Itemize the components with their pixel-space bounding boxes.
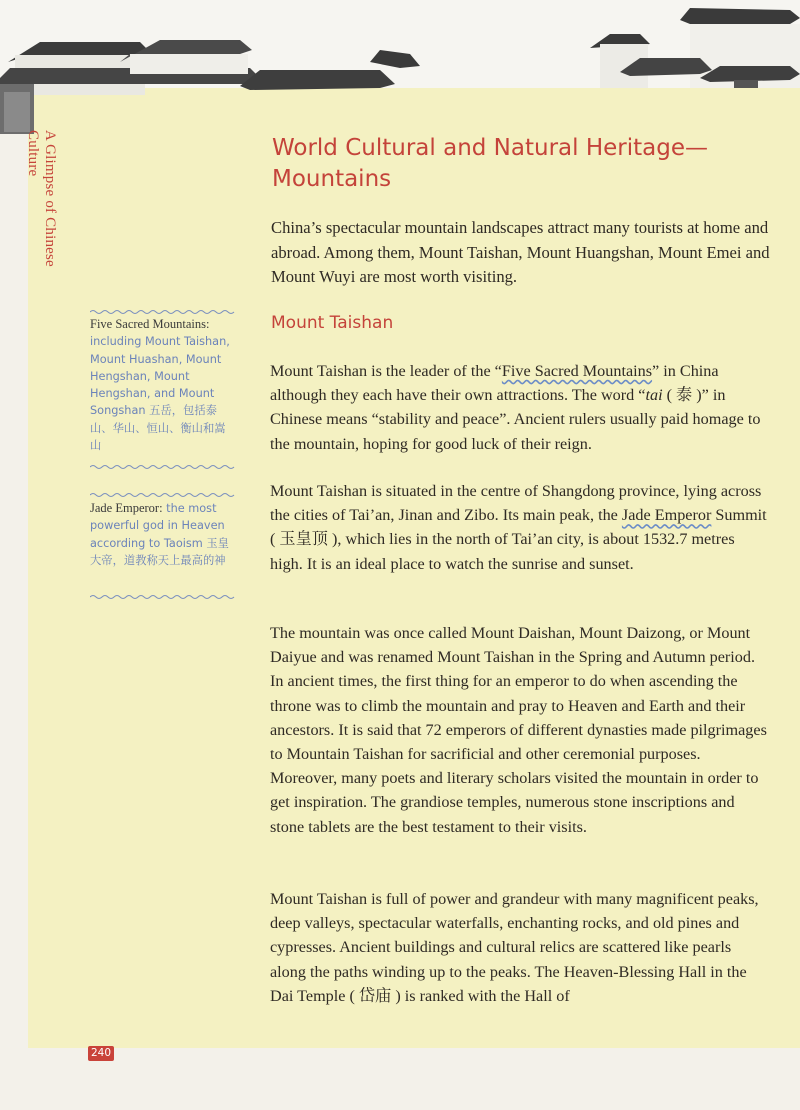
paragraph-1: Mount Taishan is the leader of the “Five Sacred Mountains” in China although they each have their own attractions. The word “tai ( 泰 )” in Chinese means “stability and peace”. Ancient rulers usually paid homage to the mountain, hoping for good luck of their reign. bbox=[270, 362, 761, 453]
section-heading: Mount Taishan bbox=[271, 313, 394, 333]
glossary-link-jade-emperor[interactable]: Jade Emperor bbox=[621, 506, 712, 525]
paragraph-2: Mount Taishan is situated in the centre of Shangdong province, lying across the cities of Tai’an, Jinan and Zibo. Its main peak, the Jade Emperor Summit ( 玉皇顶 ), which lies in the north of Tai’an city, is about 1532.7 metres high. It is an ideal place to watch the sunrise and sunset. bbox=[270, 482, 767, 573]
paragraph-3: The mountain was once called Mount Daishan, Mount Daizong, or Mount Daiyue and was renamed Mount Taishan in the Spring and Autumn period. In ancient times, the first thing for an emperor to do when ascending the throne was to climb the mountain and pray to Heaven and Earth and their ancestors. It is said that 72 emperors of different dynasties made pilgrimages to Mountain Taishan for sacrificial and other ceremonial purposes. Moreover, many poets and literary scholars visited the mountain in order to get inspiration. The grandiose temples, numerous stone inscriptions and stone tablets are the best testament to their visits. bbox=[270, 624, 767, 836]
page-number: 240 bbox=[88, 1046, 114, 1061]
rooftops-illustration bbox=[0, 0, 800, 135]
note-divider-upper bbox=[90, 492, 236, 498]
paragraph-4: Mount Taishan is full of power and grandeur with many magnificent peaks, deep valleys, spectacular waterfalls, enchanting rocks, and old pines and cypresses. Ancient buildings and cultural relics are scattered like pearls along the paths winding up to the peaks. The Heaven-Blessing Hall in the Dai Temple ( 岱庙 ) is ranked with the Hall of bbox=[270, 890, 759, 1005]
margin-note-jade-emperor: Jade Emperor: the most powerful god in Heaven according to Taoism 玉皇大帝，道教称天上最高的神 bbox=[90, 501, 229, 567]
glossary-link-five-sacred-mountains[interactable]: Five Sacred Mountains bbox=[501, 362, 653, 380]
running-title: A Glimpse of Chinese Culture bbox=[25, 130, 58, 267]
note-divider-top bbox=[90, 309, 236, 315]
intro-paragraph: China’s spectacular mountain landscapes attract many tourists at home and abroad. Among them, Mount Taishan, Mount Huangshan, Mount Emei and Mount Wuyi are most worth visiting. bbox=[271, 218, 770, 286]
margin-note-five-sacred-mountains: Five Sacred Mountains: including Mount Taishan, Mount Huashan, Mount Hengshan, Mount Hengshan, and Mount Songshan 五岳，包括泰山、华山、恒山、衡山和嵩山 bbox=[90, 317, 230, 453]
page-title: World Cultural and Natural Heritage— Mountains bbox=[272, 135, 708, 192]
note-divider-middle bbox=[90, 464, 236, 470]
note-divider-bottom bbox=[90, 594, 236, 600]
